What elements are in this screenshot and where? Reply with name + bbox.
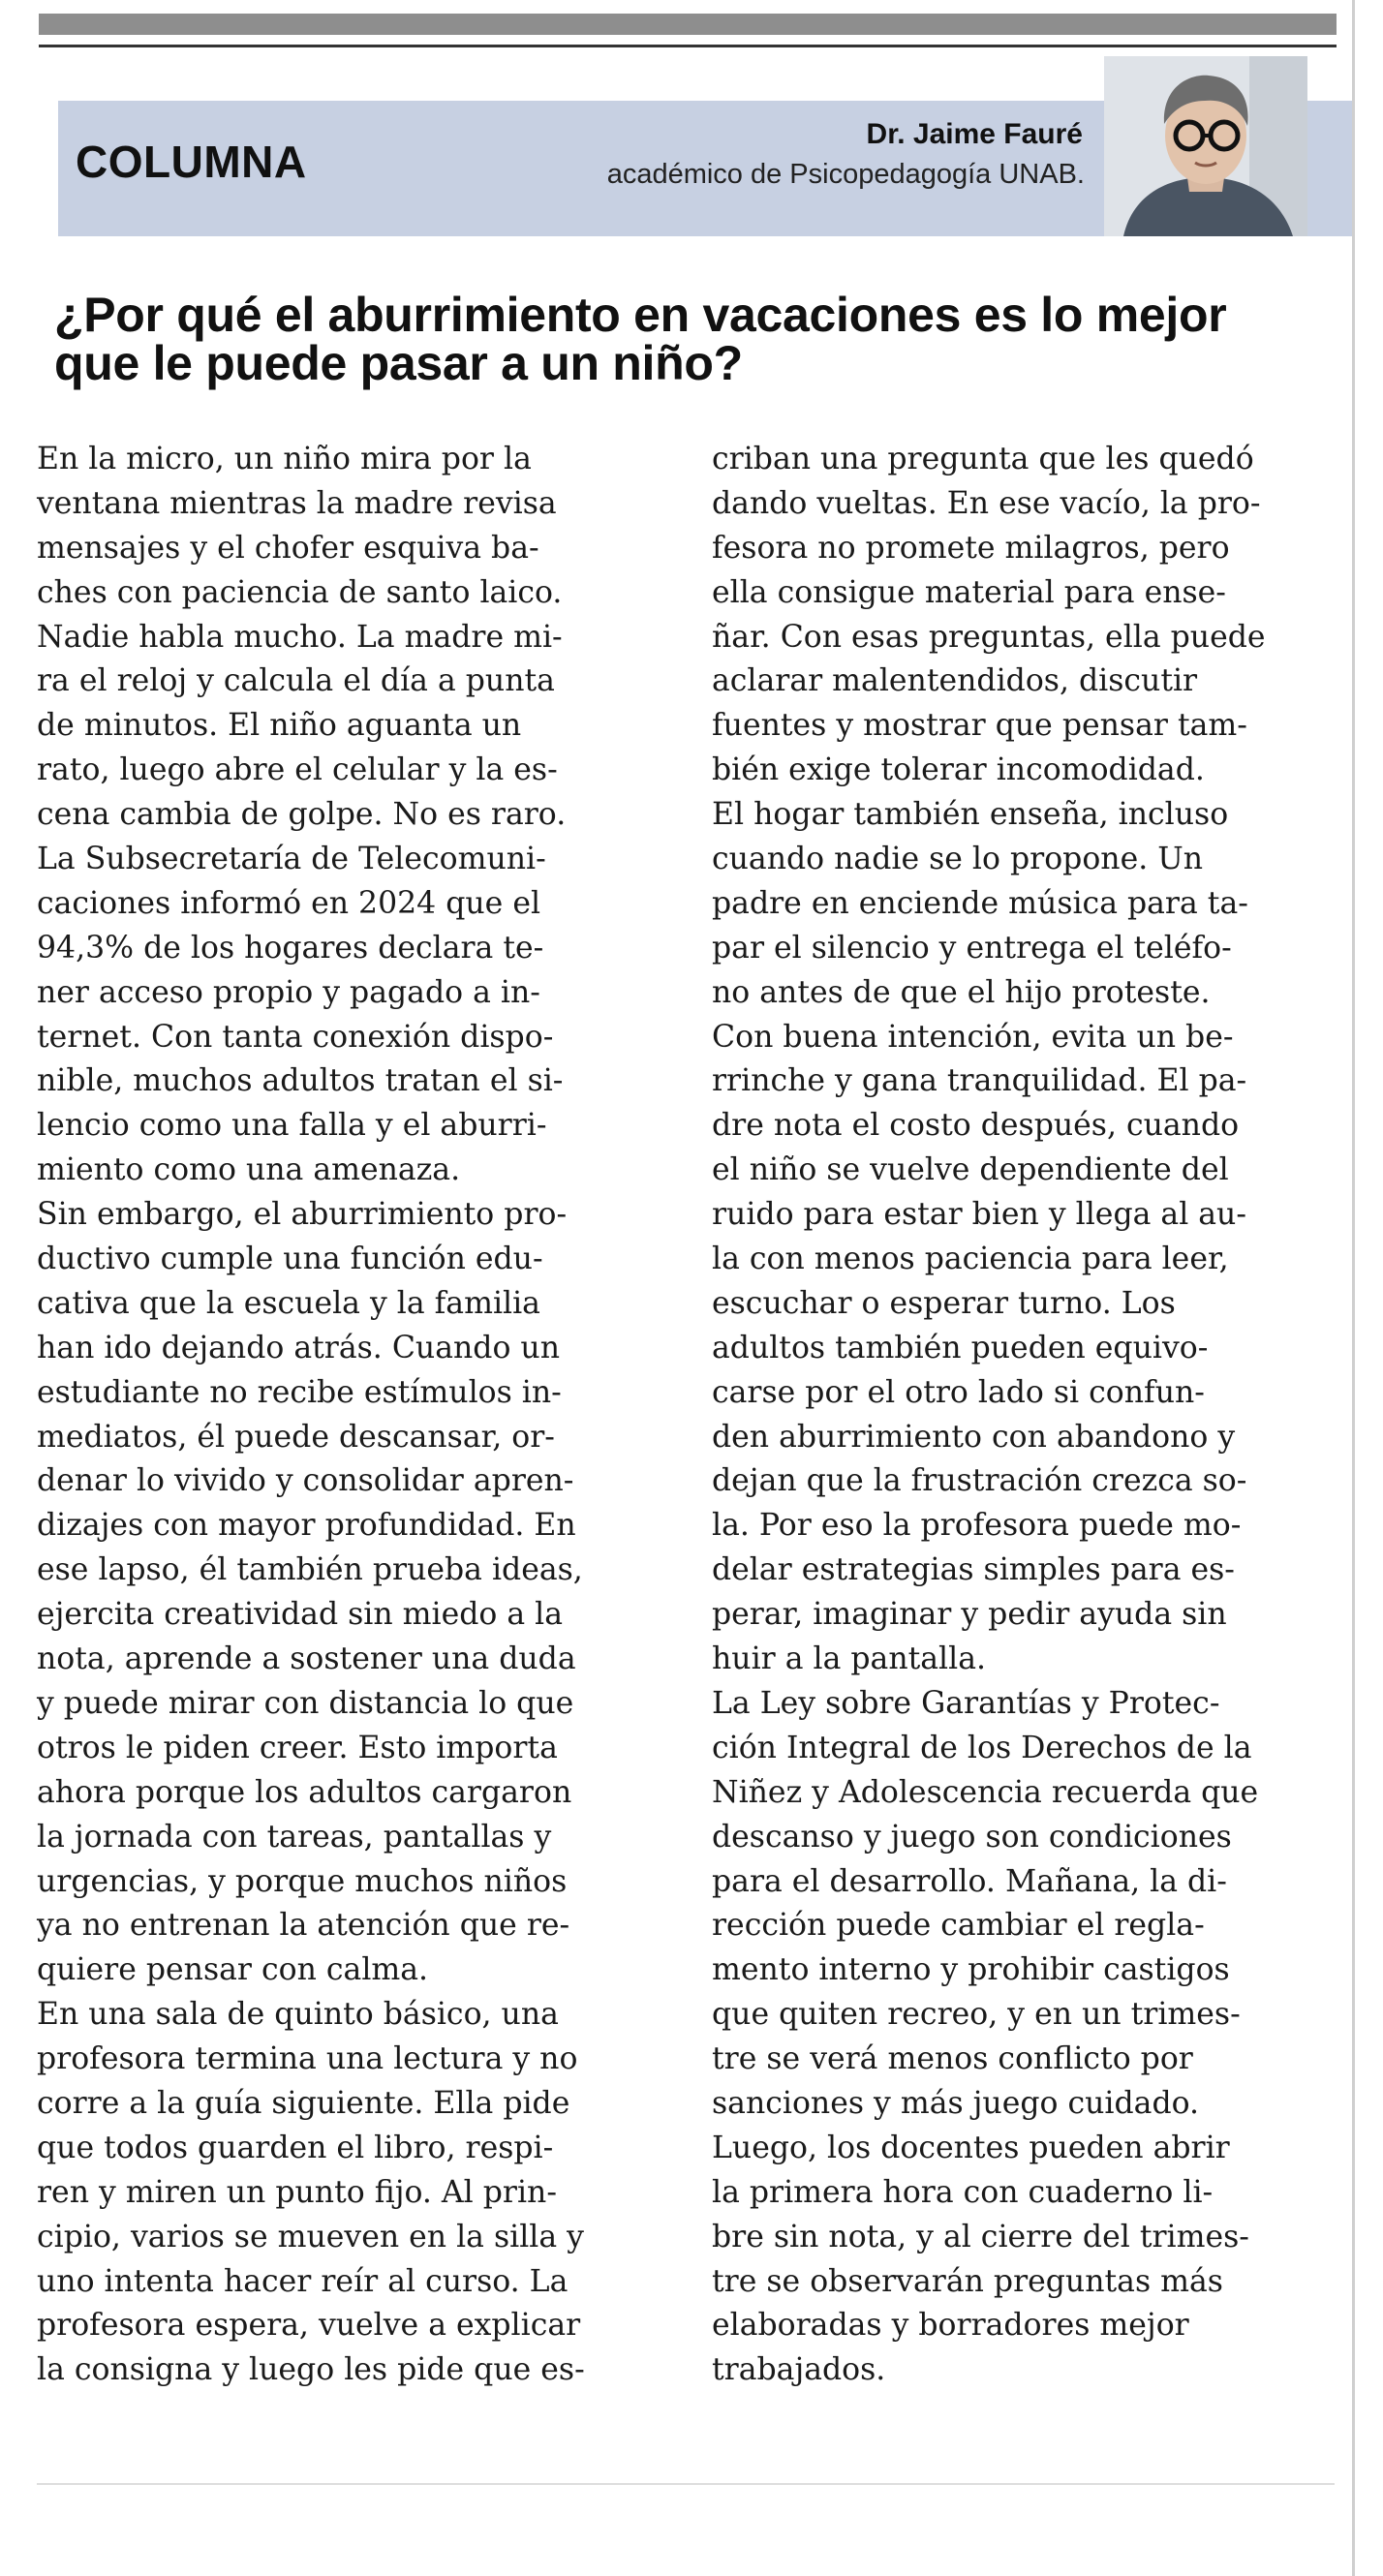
article-text-line: urgencias, y porque muchos niños <box>37 1863 568 1899</box>
article-text-line: corre a la guía siguiente. Ella pide <box>37 2085 570 2121</box>
article-text-line: rrinche y gana tranquilidad. El pa- <box>712 1063 1247 1099</box>
article-text-line: bién exige tolerar incomodidad. <box>712 752 1205 788</box>
article-text-line: descanso y juego son condiciones <box>712 1819 1232 1855</box>
article-text-line: nible, muchos adultos tratan el si- <box>37 1063 564 1099</box>
article-text-line: trabajados. <box>712 2352 886 2388</box>
article-text-line: ella consigue material para ense- <box>712 574 1226 610</box>
article-text-line: tre se observarán preguntas más <box>712 2263 1223 2299</box>
article-text-line: par el silencio y entrega el teléfo- <box>712 930 1232 966</box>
article-text-line: la consigna y luego les pide que es- <box>37 2352 585 2388</box>
article-text-line: miento como una amenaza. <box>37 1152 461 1188</box>
article-text-line: fuentes y mostrar que pensar tam- <box>712 708 1247 744</box>
article-text-line: nota, aprende a sostener una duda <box>37 1641 576 1677</box>
article-title <box>54 288 1352 390</box>
article-text-line: que quiten recreo, y en un trimes- <box>712 1997 1241 2033</box>
author-portrait-icon <box>1104 56 1307 236</box>
article-text-line: que todos guarden el libro, respi- <box>37 2130 554 2165</box>
article-text-line: de minutos. El niño aguanta un <box>37 708 522 744</box>
article-text-line: fesora no promete milagros, pero <box>712 530 1230 566</box>
section-label: COLUMNA <box>76 137 307 187</box>
author-photo <box>1104 56 1307 236</box>
article-text-line: denar lo vivido y consolidar apren- <box>37 1463 574 1499</box>
article-text-line: aclarar malentendidos, discutir <box>712 663 1198 699</box>
top-rule-line <box>39 45 1337 47</box>
article-text-line: ventana mientras la madre revisa <box>37 485 557 521</box>
article-text-line: dejan que la frustración crezca so- <box>712 1463 1247 1499</box>
article-text-line: ren y miren un punto fijo. Al prin- <box>37 2174 557 2210</box>
article-text-line: profesora espera, vuelve a explicar <box>37 2308 581 2344</box>
article-text-line: uno intenta hacer reír al curso. La <box>37 2263 569 2299</box>
article-text-line: la jornada con tareas, pantallas y <box>37 1819 552 1855</box>
article-text-line: rección puede cambiar el regla- <box>712 1908 1205 1944</box>
article-text-line: bre sin nota, y al cierre del trimes- <box>712 2219 1249 2254</box>
article-text-line: cativa que la escuela y la familia <box>37 1285 540 1321</box>
article-text-line: huir a la pantalla. <box>712 1641 986 1677</box>
article-text-line: perar, imaginar y pedir ayuda sin <box>712 1597 1227 1633</box>
page-edge-rule <box>1352 0 1355 2576</box>
author-role: académico de Psicopedagogía UNAB. <box>606 159 1085 190</box>
article-text-line: no antes de que el hijo proteste. <box>712 974 1211 1010</box>
article-text-line: lencio como una falla y el aburri- <box>37 1108 547 1144</box>
article-text-line: mensajes y el chofer esquiva ba- <box>37 530 539 566</box>
article-text-line: dando vueltas. En ese vacío, la pro- <box>712 485 1261 521</box>
article-text-line: Con buena intención, evita un be- <box>712 1019 1234 1055</box>
article-text-line: para el desarrollo. Mañana, la di- <box>712 1863 1227 1899</box>
top-rule-bar <box>39 14 1337 35</box>
article-text-line: La Ley sobre Garantías y Protec- <box>712 1685 1220 1721</box>
article-text-line: 94,3% de los hogares declara te- <box>37 930 544 966</box>
article-title-line: ¿Por qué el aburrimiento en vacaciones es lo mejor <box>54 288 1227 342</box>
article-text-line: dre nota el costo después, cuando <box>712 1108 1240 1144</box>
article-text-line: profesora termina una lectura y no <box>37 2041 578 2077</box>
article-text-line: Sin embargo, el aburrimiento pro- <box>37 1197 568 1233</box>
article-text-line: ción Integral de los Derechos de la <box>712 1730 1252 1765</box>
article-text-line: cuando nadie se lo propone. Un <box>712 842 1204 877</box>
article-text-line: cena cambia de golpe. No es raro. <box>37 797 567 833</box>
article-text-line: tre se verá menos conflicto por <box>712 2041 1193 2077</box>
article-text-line: ner acceso propio y pagado a in- <box>37 974 540 1010</box>
article-text-line: den aburrimiento con abandono y <box>712 1419 1236 1455</box>
bottom-rule <box>37 2483 1335 2485</box>
article-text-line: ches con paciencia de santo laico. <box>37 574 563 610</box>
article-text-line: quiere pensar con calma. <box>37 1952 429 1988</box>
article-text-line: El hogar también enseña, incluso <box>712 797 1229 833</box>
article-text-line: caciones informó en 2024 que el <box>37 885 541 921</box>
author-name: Dr. Jaime Fauré <box>866 118 1083 150</box>
article-text-line: Niñez y Adolescencia recuerda que <box>712 1774 1259 1810</box>
article-title-line: que le puede pasar a un niño? <box>54 336 743 390</box>
article-text-line: ya no entrenan la atención que re- <box>37 1908 570 1944</box>
article-text-line: ñar. Con esas preguntas, ella puede <box>712 619 1266 655</box>
article-text-line: mediatos, él puede descansar, or- <box>37 1419 555 1455</box>
article-text-line: otros le piden creer. Esto importa <box>37 1730 558 1765</box>
article-text-line: la. Por eso la profesora puede mo- <box>712 1508 1242 1544</box>
article-text-line: ese lapso, él también prueba ideas, <box>37 1552 583 1588</box>
article-text-line: carse por el otro lado si confun- <box>712 1374 1205 1410</box>
article-text-line: ra el reloj y calcula el día a punta <box>37 663 555 699</box>
article-text-line: elaboradas y borradores mejor <box>712 2308 1189 2344</box>
article-text-line: padre en enciende música para ta- <box>712 885 1248 921</box>
article-text-line: ductivo cumple una función edu- <box>37 1242 543 1277</box>
article-text-line: Nadie habla mucho. La madre mi- <box>37 619 563 655</box>
article-text-line: escuchar o esperar turno. Los <box>712 1285 1176 1321</box>
article-text-line: delar estrategias simples para es- <box>712 1552 1235 1588</box>
article-text-line: cipio, varios se mueven en la silla y <box>37 2219 584 2254</box>
article-text-line: La Subsecretaría de Telecomuni- <box>37 842 546 877</box>
article-text-line: Luego, los docentes pueden abrir <box>712 2130 1230 2165</box>
article-text-line: En la micro, un niño mira por la <box>37 442 532 476</box>
article-text-line: adultos también pueden equivo- <box>712 1330 1209 1365</box>
article-text-line: la primera hora con cuaderno li- <box>712 2174 1214 2210</box>
article-text-line: ruido para estar bien y llega al au- <box>712 1197 1246 1233</box>
article-text-line: estudiante no recibe estímulos in- <box>37 1374 562 1410</box>
article-text-line: la con menos paciencia para leer, <box>712 1242 1229 1277</box>
article-column-left <box>37 438 657 2393</box>
article-text-line: han ido dejando atrás. Cuando un <box>37 1330 561 1365</box>
article-text-line: ahora porque los adultos cargaron <box>37 1774 572 1810</box>
article-text-line: y puede mirar con distancia lo que <box>37 1685 574 1721</box>
article-text-line: rato, luego abre el celular y la es- <box>37 752 558 788</box>
article-text-line: criban una pregunta que les quedó <box>712 442 1254 476</box>
article-text-line: dizajes con mayor profundidad. En <box>37 1508 576 1544</box>
article-text-line: ternet. Con tanta conexión dispo- <box>37 1019 554 1055</box>
article-text-line: mento interno y prohibir castigos <box>712 1952 1230 1988</box>
article-text-line: ejercita creatividad sin miedo a la <box>37 1597 564 1633</box>
article-text-line: En una sala de quinto básico, una <box>37 1997 559 2033</box>
article-column-right <box>712 438 1332 2393</box>
article-text-line: el niño se vuelve dependiente del <box>712 1152 1229 1188</box>
article-text-line: sanciones y más juego cuidado. <box>712 2085 1200 2121</box>
